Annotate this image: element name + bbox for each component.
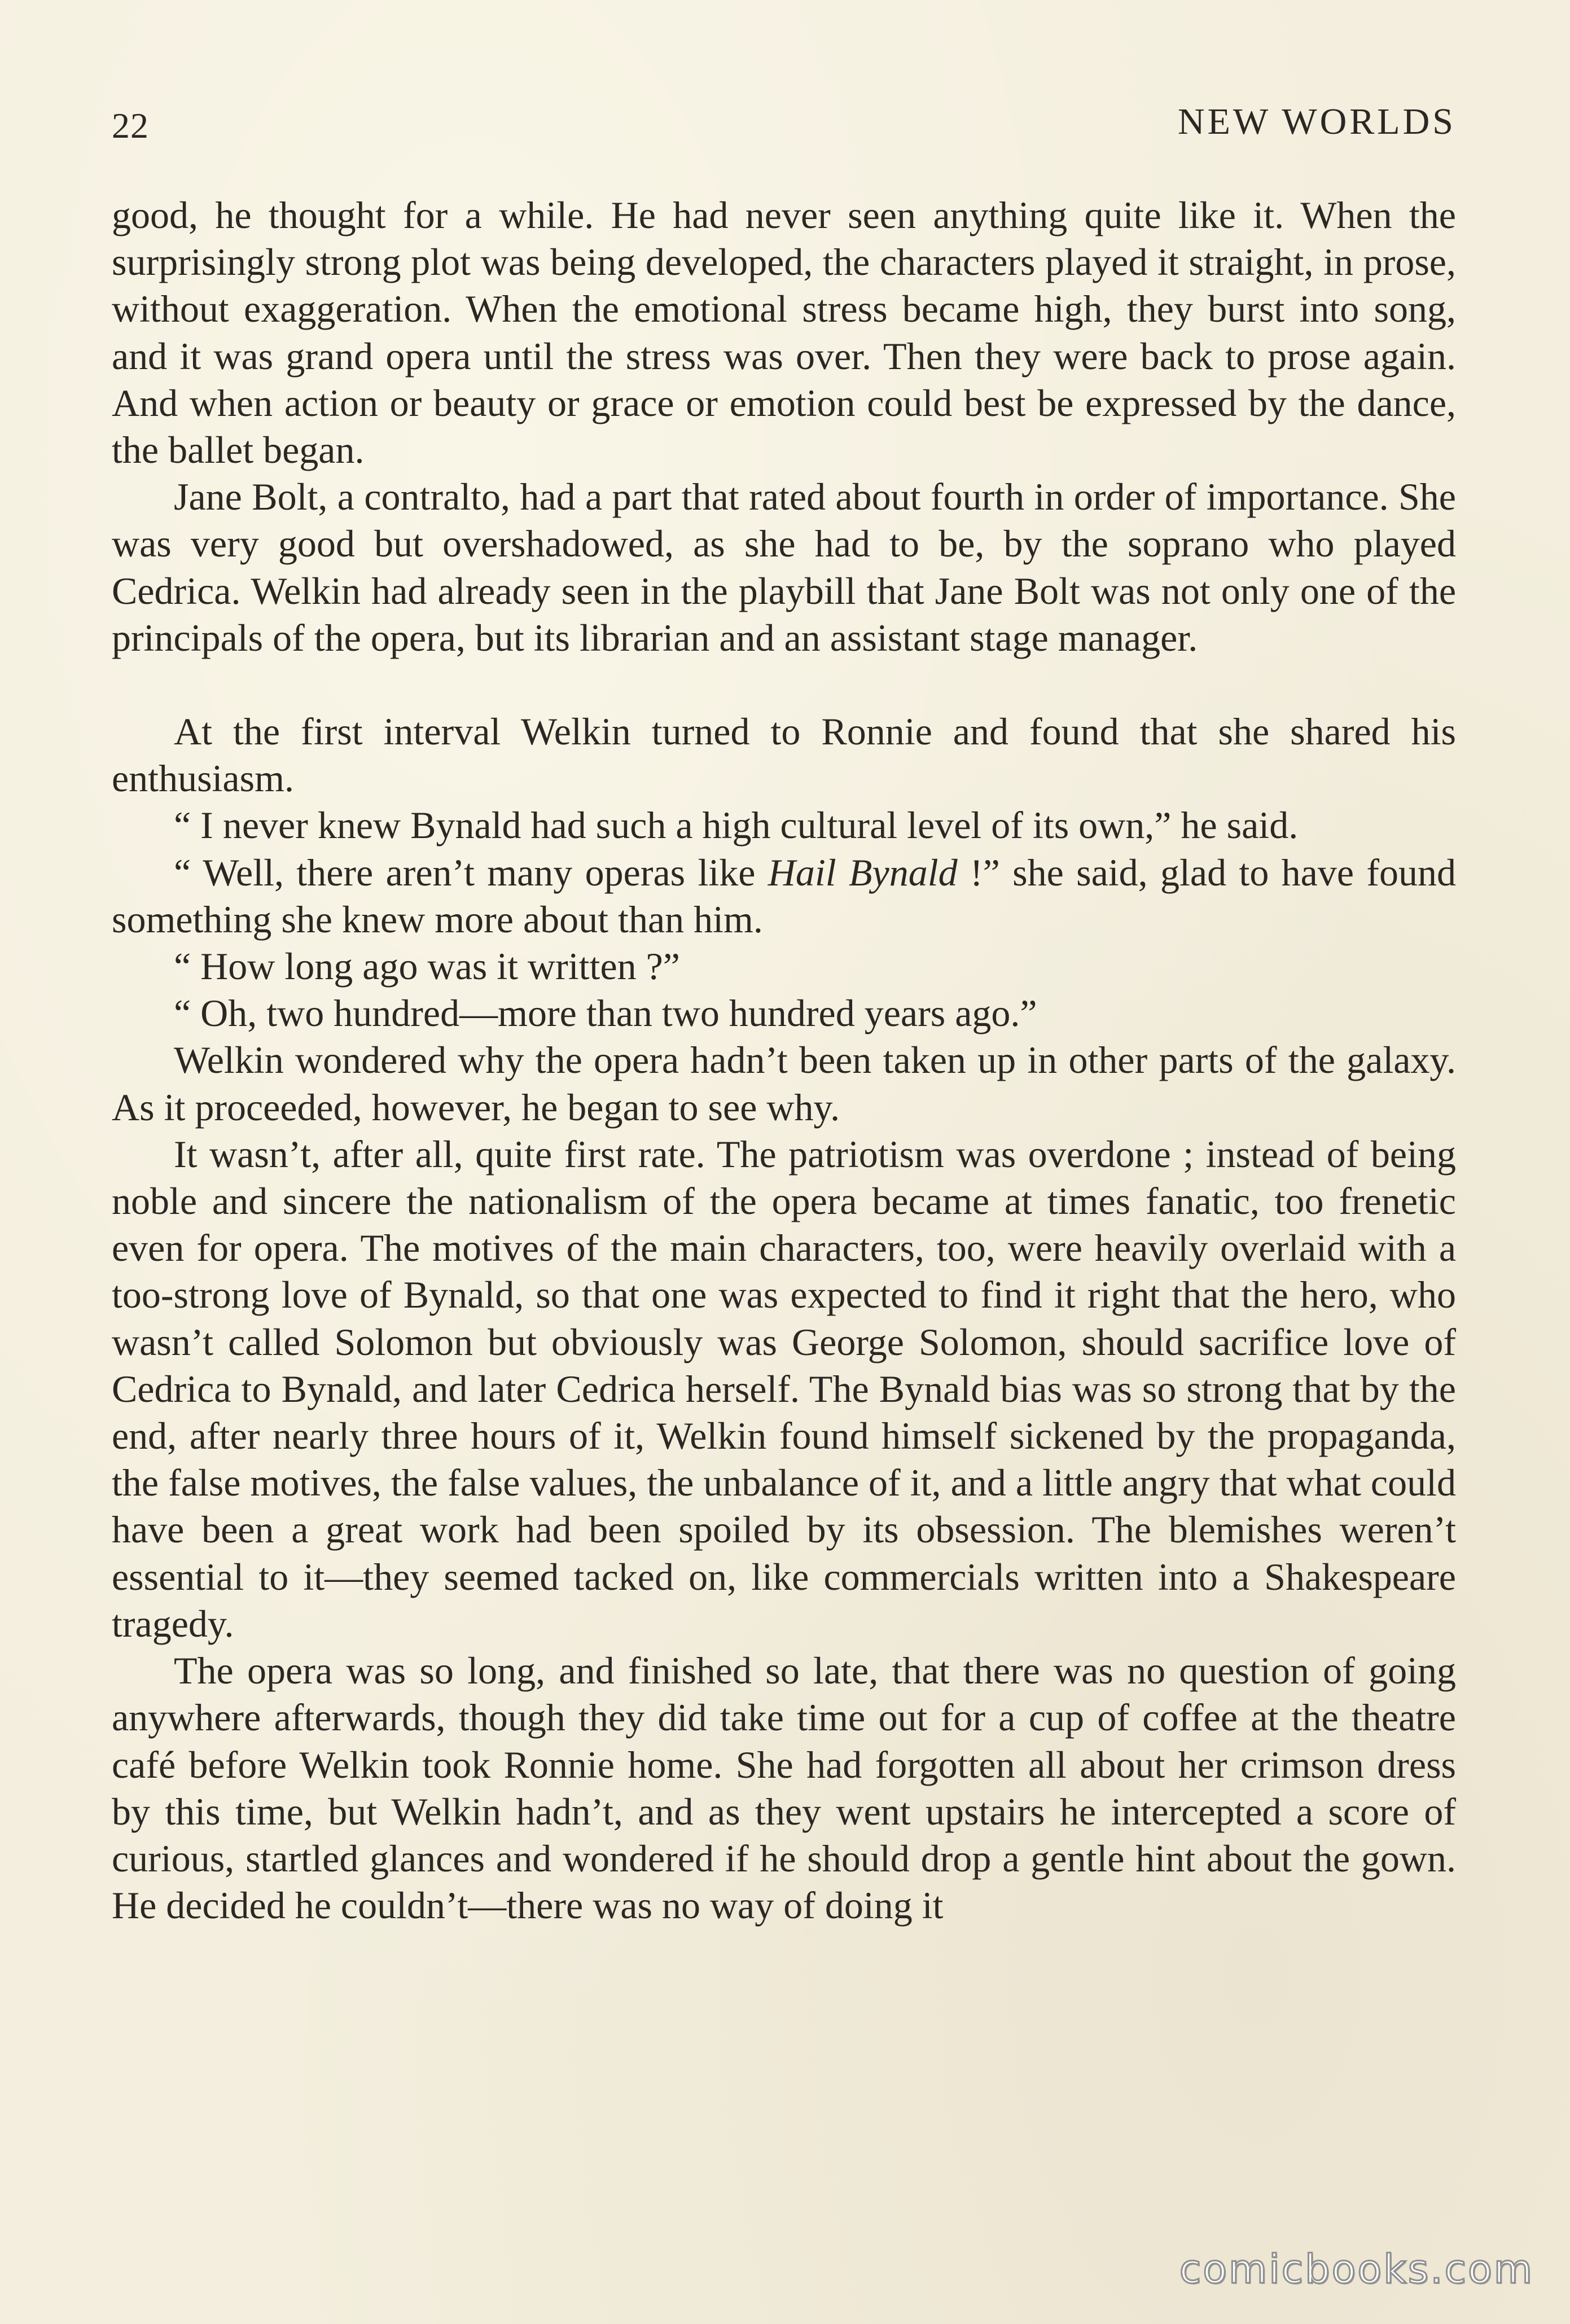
opera-title: Hail Bynald <box>768 850 958 894</box>
running-head: NEW WORLDS <box>1177 101 1456 142</box>
paragraph: “ I never knew Bynald had such a high cultural level of its own,” he said. <box>174 804 1299 847</box>
paragraph: “ How long ago was it written ?” <box>174 945 680 988</box>
paragraph: Jane Bolt, a contralto, had a part that rated about fourth in order of importance. She was very good but overshadowed, as she had to be, by the soprano who played Cedrica. Welkin had already seen in the playbill that Jane Bolt was not only one of the principals of the opera, but its librarian and an assistant stage manager. <box>112 475 1456 659</box>
page-header <box>112 100 1456 151</box>
watermark: comicbooks.com <box>1179 2246 1534 2292</box>
page-number: 22 <box>112 106 149 146</box>
body-text <box>112 192 1456 1929</box>
dialogue-text: !” she said, glad to have found something she knew more about than him. <box>112 850 1457 941</box>
paragraph: Welkin wondered why the opera hadn’t been taken up in other parts of the galaxy. As it proceeded, however, he began to see why. <box>112 1038 1456 1129</box>
paragraph: At the first interval Welkin turned to Ronnie and found that she shared his enthusiasm. <box>112 710 1456 800</box>
paragraph <box>112 849 1456 943</box>
dialogue-text: “ Well, there aren’t many operas like <box>174 850 768 894</box>
paragraph: “ Oh, two hundred—more than two hundred years ago.” <box>174 992 1037 1035</box>
paragraph: The opera was so long, and finished so late, that there was no question of going anywhere afterwards, though they did take time out for a cup of coffee at the theatre café before Welkin took Ronnie home. She had forgotten all about her crimson dress by this time, but Welkin hadn’t, and as they went upstairs he intercepted a score of curious, startled glances and wondered if he should drop a gentle hint about the gown. He decided he couldn’t—there was no way of doing it <box>112 1649 1456 1927</box>
paragraph: good, he thought for a while. He had never seen anything quite like it. When the surprisingly strong plot was being developed, the characters played it straight, in prose, without exaggeration. When the emotional stress became high, they burst into song, and it was grand opera until the stress was over. Then they were back to prose again. And when action or beauty or grace or emotion could best be expressed by the dance, the ballet began. <box>112 194 1456 472</box>
paragraph: It wasn’t, after all, quite first rate. The patriotism was overdone ; instead of being noble and sincere the nationalism of the opera became at times fanatic, too frenetic even for opera. The motives of the main characters, too, were heavily overlaid with a too-strong love of Bynald, so that one was expected to find it right that the hero, who wasn’t called Solomon but obviously was George Solomon, should sacrifice love of Cedrica to Bynald, and later Cedrica herself. The Bynald bias was so strong that by the end, after nearly three hours of it, Welkin found himself sickened by the propaganda, the false motives, the false values, the unbalance of it, and a little angry that what could have been a great work had been spoiled by its obsession. The blemishes weren’t essential to it—they seemed tacked on, like commercials written into a Shakespeare tragedy. <box>112 1132 1456 1645</box>
